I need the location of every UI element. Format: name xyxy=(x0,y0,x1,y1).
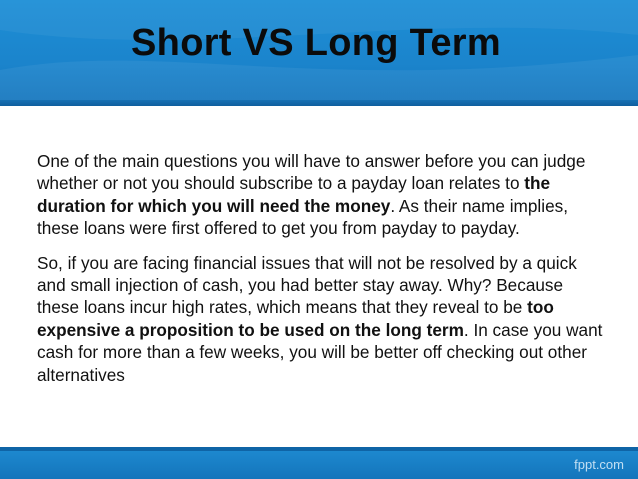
slide-body xyxy=(37,150,607,386)
header-bottom-shade xyxy=(0,100,638,106)
footer-brand-text: fppt.com xyxy=(574,457,624,472)
paragraph-2-text-c: . In case you want cash for more than a few weeks, you will be better off checking out other alternatives xyxy=(37,319,603,385)
paragraph-2-text-a: So, if you are facing financial issues that will not be resolved by a quick and small injection of cash, you had better stay away. Why? Because these loans incur high rates, which means that they reveal to be xyxy=(37,252,577,318)
slide-title: Short VS Long Term xyxy=(131,22,501,64)
paragraph-2-emphasis: too expensive a proposition to be used on the long term xyxy=(37,297,554,340)
paragraph-1 xyxy=(37,150,607,240)
paragraph-1-text-c: . As their name implies, these loans were first offered to get you from payday to payday. xyxy=(37,195,569,239)
paragraph-2 xyxy=(37,252,607,386)
paragraph-1-text-a: One of the main questions you will have to answer before you can judge whether or not you should subscribe to a payday loan relates to xyxy=(37,151,586,194)
slide-footer-band xyxy=(0,451,638,479)
paragraph-1-emphasis: the duration for which you will need the money xyxy=(37,173,551,216)
